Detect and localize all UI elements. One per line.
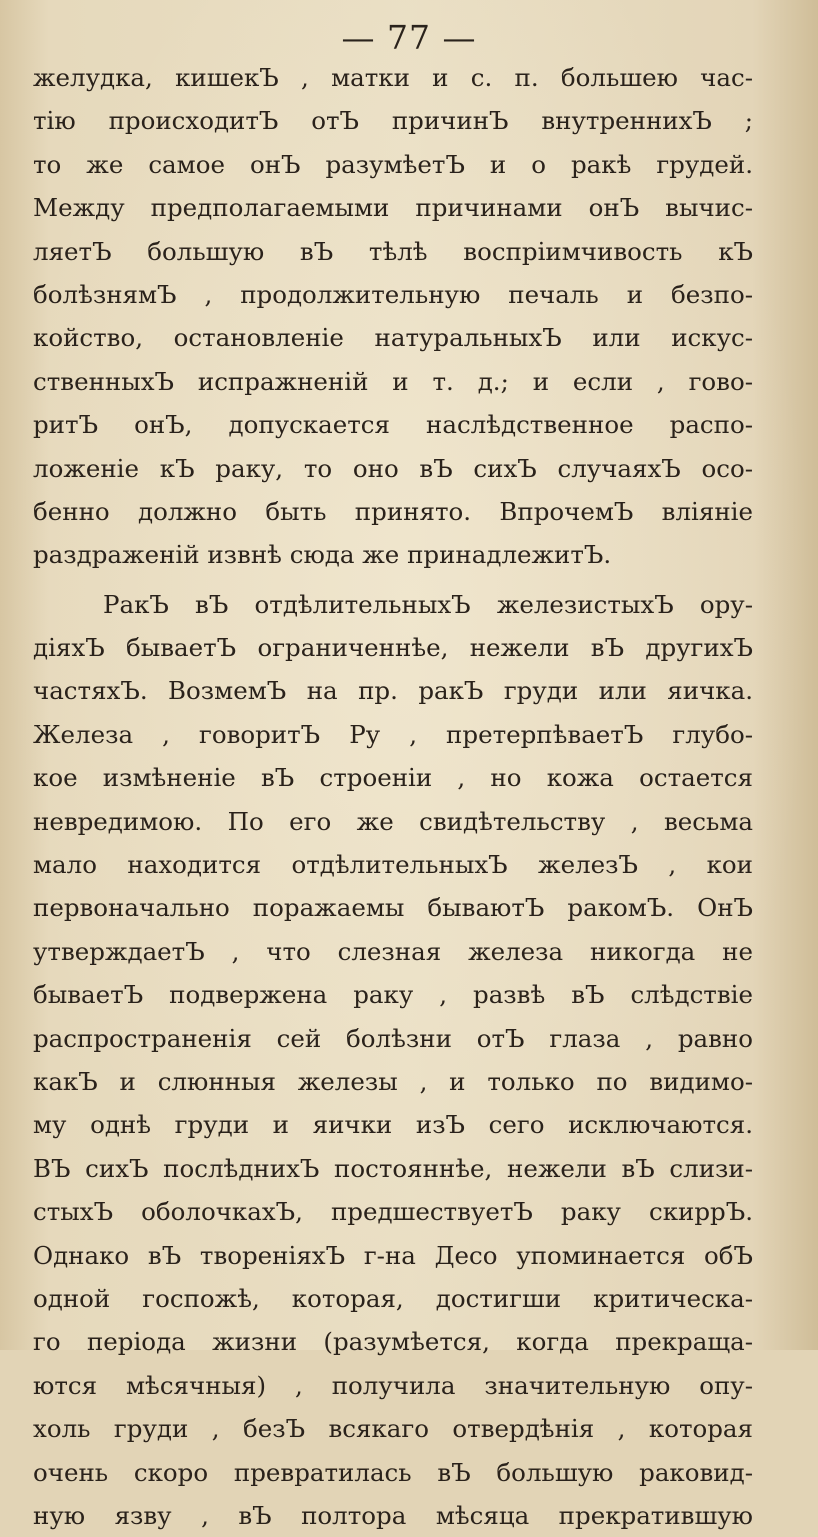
text-line: раздраженій извнѣ сюда же принадлежитЪ. bbox=[33, 540, 612, 570]
text-line: желудка, кишекЪ , матки и с. п. большею час- bbox=[33, 63, 753, 92]
text-line: распространенія сей болѣзни отЪ глаза , равно bbox=[33, 1023, 753, 1053]
text-line: первоначально поражаемы бываютЪ ракомЪ. ОнЪ bbox=[33, 893, 753, 923]
text-line: ВЪ сихЪ послѣднихЪ постояннѣе, нежели вЪ слизи- bbox=[33, 1153, 753, 1183]
paragraph-2 bbox=[33, 583, 753, 1537]
text-line: ритЪ онЪ, допускается наслѣдственное распо- bbox=[33, 410, 753, 440]
text-line: невредимою. По его же свидѣтельству , весьма bbox=[33, 806, 753, 836]
text-line: холь груди , безЪ всякаго отвердѣнія , которая bbox=[33, 1414, 753, 1444]
text-line: стыхЪ оболочкахЪ, предшествуетЪ раку скиррЪ. bbox=[33, 1197, 753, 1227]
text-line: Железа , говоритЪ Ру , претерпѣваетЪ глубо- bbox=[33, 719, 753, 749]
text-line: ложеніе кЪ раку, то оно вЪ сихЪ случаяхЪ осо- bbox=[33, 453, 753, 483]
text-line: бываетЪ подвержена раку , развѣ вЪ слѣдствіе bbox=[33, 980, 753, 1010]
text-line: кое измѣненіе вЪ строеніи , но кожа остается bbox=[33, 763, 753, 793]
text-line: очень скоро превратилась вЪ большую раковид- bbox=[33, 1457, 753, 1487]
text-line: утверждаетЪ , что слезная железа никогда не bbox=[33, 936, 753, 966]
text-line: го періода жизни (разумѣется, когда прекраща- bbox=[33, 1327, 753, 1357]
body-text bbox=[33, 56, 753, 1537]
text-line: діяхЪ бываетЪ ограниченнѣе, нежели вЪ другихЪ bbox=[33, 633, 753, 663]
text-line: ственныхЪ испражненій и т. д.; и если , гово- bbox=[33, 366, 753, 396]
text-line: какЪ и слюнныя железы , и только по видимо- bbox=[33, 1066, 753, 1096]
text-line: частяхЪ. ВозмемЪ на пр. ракЪ груди или яичка. bbox=[33, 676, 753, 706]
text-line: му однѣ груди и яички изЪ сего исключаются. bbox=[33, 1110, 753, 1140]
text-line: Между предполагаемыми причинами онЪ вычис- bbox=[33, 193, 753, 223]
text-line: ную язву , вЪ полтора мѣсяца прекратившую bbox=[33, 1500, 753, 1530]
text-line: койство, остановленіе натуральныхЪ или искус- bbox=[33, 323, 753, 353]
paragraph-1 bbox=[33, 56, 753, 577]
text-line: Однако вЪ твореніяхЪ г-на Десо упоминается обЪ bbox=[33, 1240, 753, 1270]
text-line: бенно должно быть принято. ВпрочемЪ вліяніе bbox=[33, 496, 753, 526]
text-line: ляетЪ большую вЪ тѣлѣ воспріимчивость кЪ bbox=[33, 236, 753, 266]
text-line: ются мѣсячныя) , получила значительную опу- bbox=[33, 1370, 753, 1400]
text-line: мало находится отдѣлительныхЪ железЪ , кои bbox=[33, 850, 753, 880]
text-line: РакЪ вЪ отдѣлительныхЪ железистыхЪ ору- bbox=[103, 589, 753, 619]
text-line: болѣзнямЪ , продолжительную печаль и безпо- bbox=[33, 279, 753, 309]
text-line: одной госпожѣ, которая, достигши критическа- bbox=[33, 1283, 753, 1313]
page-number: — 77 — bbox=[341, 18, 477, 57]
text-line: то же самое онЪ разумѣетЪ и о ракѣ грудей. bbox=[33, 149, 753, 179]
text-line: тію происходитЪ отЪ причинЪ внутреннихЪ ; bbox=[33, 106, 753, 136]
